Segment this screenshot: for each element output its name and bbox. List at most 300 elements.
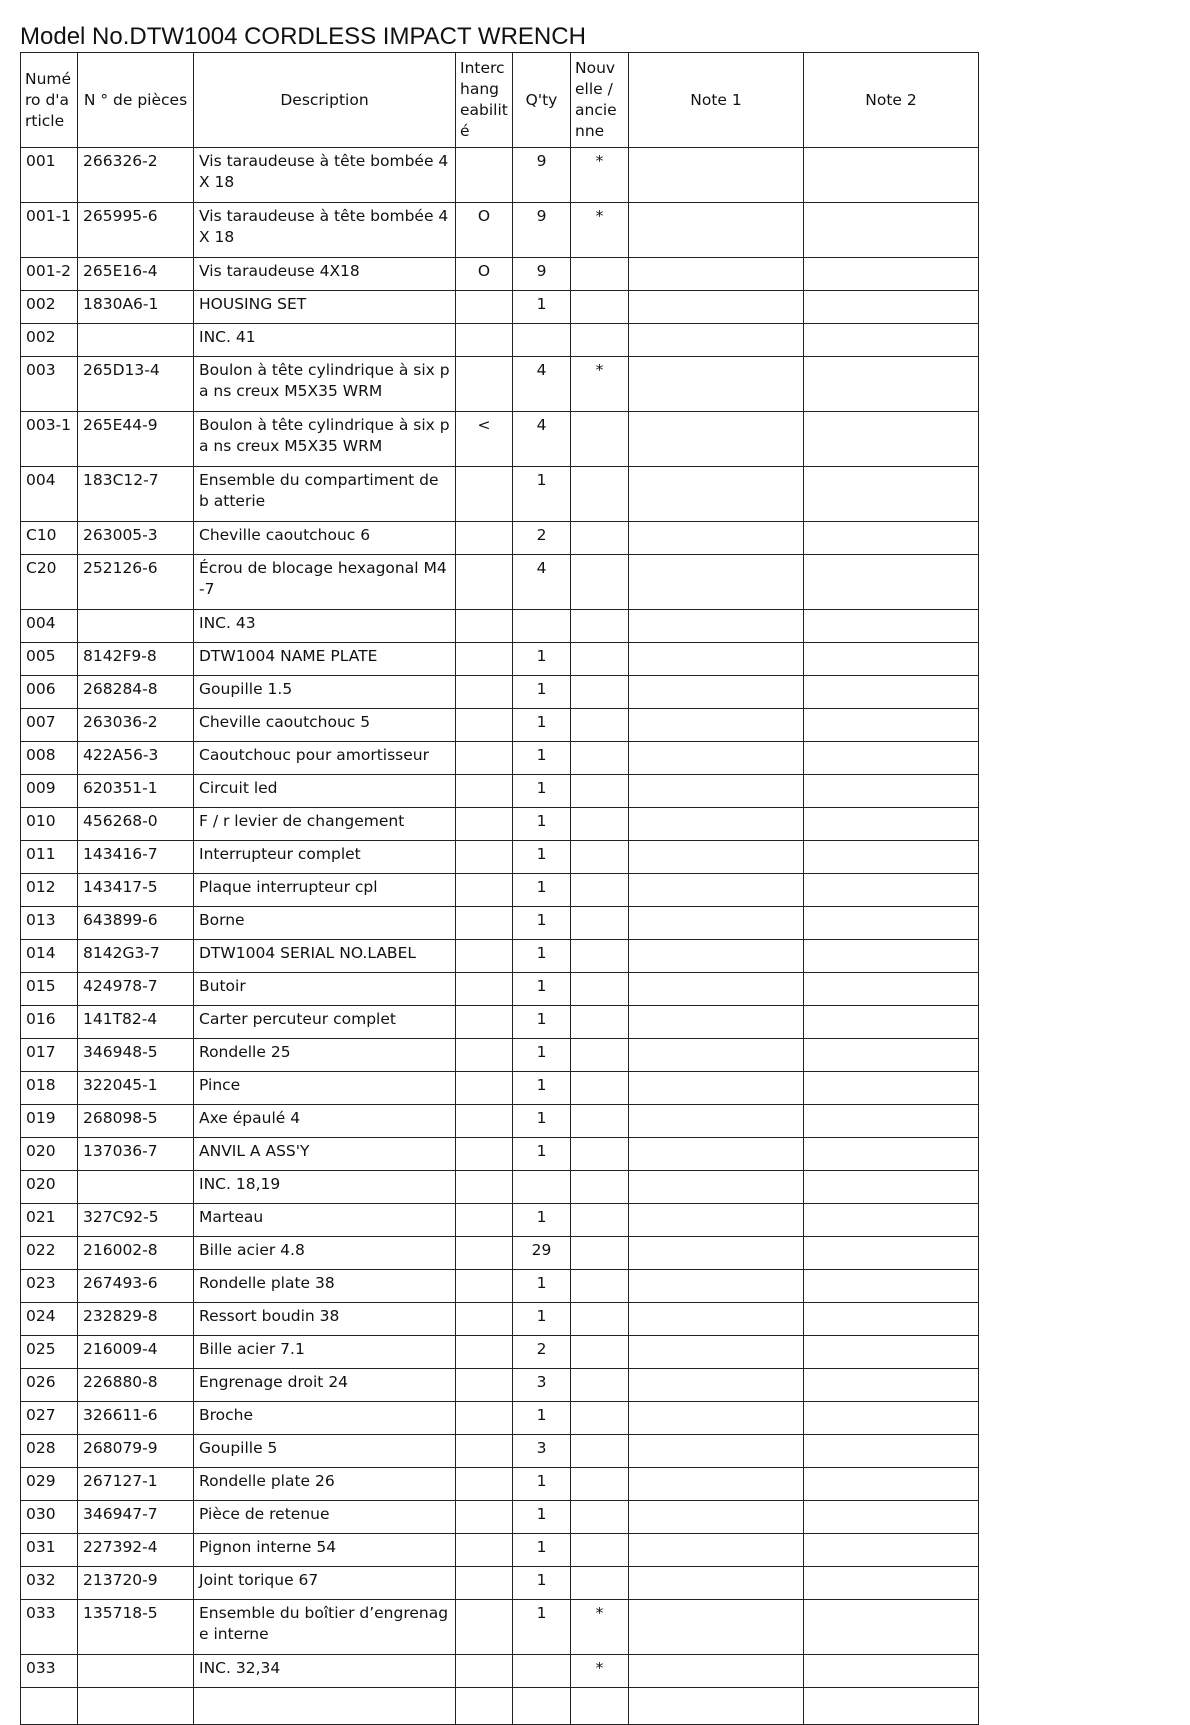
cell-part-number: 183C12-7 [78,467,194,522]
cell-part-number: 1830A6-1 [78,291,194,324]
cell-new-old [571,643,629,676]
table-row [21,643,979,676]
cell-note-1 [629,1039,804,1072]
cell-part-number: 326611-6 [78,1402,194,1435]
table-row [21,1534,979,1567]
cell-interchangeability [456,775,513,808]
table-row [21,148,979,203]
cell-description: Écrou de blocage hexagonal M4-7 [194,555,456,610]
cell-new-old [571,907,629,940]
cell-item-number: 003 [21,357,78,412]
cell-item-number: 001-2 [21,258,78,291]
cell-new-old [571,412,629,467]
cell-note-2 [804,1468,979,1501]
cell-item-number: 010 [21,808,78,841]
cell-item-number: 007 [21,709,78,742]
cell-interchangeability [456,1138,513,1171]
table-row [21,1468,979,1501]
header-note-1: Note 1 [629,53,804,148]
parts-table-body [21,148,979,1725]
cell-note-1 [629,203,804,258]
cell-new-old [571,1336,629,1369]
cell-note-1 [629,1270,804,1303]
cell-quantity: 1 [513,1072,571,1105]
cell-interchangeability [456,1006,513,1039]
cell-note-2 [804,643,979,676]
cell-part-number: 141T82-4 [78,1006,194,1039]
table-row [21,676,979,709]
table-row [21,522,979,555]
cell-quantity: 4 [513,357,571,412]
cell-part-number: 216009-4 [78,1336,194,1369]
cell-note-2 [804,841,979,874]
cell-item-number: 020 [21,1138,78,1171]
cell-item-number: 021 [21,1204,78,1237]
cell-quantity: 1 [513,841,571,874]
cell-part-number: 422A56-3 [78,742,194,775]
table-row [21,940,979,973]
cell-description: Cheville caoutchouc 5 [194,709,456,742]
table-row [21,1567,979,1600]
cell-note-2 [804,291,979,324]
cell-part-number: 216002-8 [78,1237,194,1270]
cell-item-number: 027 [21,1402,78,1435]
table-row [21,1435,979,1468]
cell-description: Bille acier 4.8 [194,1237,456,1270]
cell-new-old [571,1468,629,1501]
cell-new-old [571,973,629,1006]
cell-quantity: 29 [513,1237,571,1270]
cell-note-2 [804,1138,979,1171]
cell-item-number: 031 [21,1534,78,1567]
cell-new-old [571,555,629,610]
table-row [21,1369,979,1402]
cell-interchangeability [456,1534,513,1567]
table-row [21,1171,979,1204]
cell-new-old [571,1171,629,1204]
header-note-2: Note 2 [804,53,979,148]
cell-note-1 [629,324,804,357]
header-description: Description [194,53,456,148]
cell-description: INC. 18,19 [194,1171,456,1204]
cell-new-old [571,742,629,775]
cell-quantity: 2 [513,1336,571,1369]
cell-new-old [571,324,629,357]
table-row [21,203,979,258]
cell-note-1 [629,1534,804,1567]
cell-item-number: 018 [21,1072,78,1105]
cell-quantity: 1 [513,291,571,324]
cell-part-number: 268284-8 [78,676,194,709]
cell-note-2 [804,1072,979,1105]
cell-note-1 [629,1468,804,1501]
cell-new-old: * [571,1655,629,1688]
cell-interchangeability [456,1105,513,1138]
table-row [21,324,979,357]
cell-new-old [571,1534,629,1567]
cell-interchangeability [456,973,513,1006]
cell-description: Borne [194,907,456,940]
cell-new-old [571,1369,629,1402]
cell-interchangeability [456,1237,513,1270]
cell-description: Interrupteur complet [194,841,456,874]
cell-part-number: 263005-3 [78,522,194,555]
cell-quantity: 1 [513,1501,571,1534]
cell-note-2 [804,1600,979,1655]
cell-description: Goupille 1.5 [194,676,456,709]
cell-note-1 [629,742,804,775]
cell-description: Ressort boudin 38 [194,1303,456,1336]
cell-item-number: 008 [21,742,78,775]
cell-new-old [571,1006,629,1039]
cell-note-2 [804,258,979,291]
cell-note-1 [629,1006,804,1039]
cell-note-1 [629,874,804,907]
cell-new-old: * [571,357,629,412]
cell-note-2 [804,324,979,357]
cell-quantity: 1 [513,1303,571,1336]
cell-note-1 [629,973,804,1006]
cell-note-2 [804,1171,979,1204]
cell-note-2 [804,1435,979,1468]
cell-interchangeability [456,1402,513,1435]
cell-description: Butoir [194,973,456,1006]
cell-new-old [571,1688,629,1725]
cell-part-number: 267493-6 [78,1270,194,1303]
cell-interchangeability: O [456,203,513,258]
cell-quantity: 1 [513,1402,571,1435]
cell-part-number [78,1688,194,1725]
cell-quantity: 1 [513,775,571,808]
cell-item-number: 032 [21,1567,78,1600]
cell-quantity: 1 [513,467,571,522]
cell-note-1 [629,555,804,610]
cell-note-1 [629,1369,804,1402]
cell-item-number: 029 [21,1468,78,1501]
header-part-number: N ° de pièces [78,53,194,148]
cell-item-number: 016 [21,1006,78,1039]
cell-new-old [571,874,629,907]
cell-part-number: 8142G3-7 [78,940,194,973]
cell-note-2 [804,1006,979,1039]
cell-quantity: 1 [513,676,571,709]
cell-interchangeability [456,1468,513,1501]
cell-interchangeability [456,1567,513,1600]
cell-quantity: 1 [513,808,571,841]
cell-item-number: 023 [21,1270,78,1303]
cell-quantity: 1 [513,1204,571,1237]
cell-description: Circuit led [194,775,456,808]
cell-new-old: * [571,203,629,258]
cell-interchangeability [456,841,513,874]
cell-note-2 [804,148,979,203]
cell-part-number: 620351-1 [78,775,194,808]
cell-item-number: 004 [21,610,78,643]
cell-part-number [78,610,194,643]
cell-interchangeability [456,940,513,973]
cell-interchangeability [456,808,513,841]
cell-interchangeability [456,874,513,907]
cell-note-1 [629,357,804,412]
table-row [21,808,979,841]
table-row [21,973,979,1006]
cell-note-2 [804,1270,979,1303]
cell-interchangeability [456,907,513,940]
cell-interchangeability [456,1270,513,1303]
cell-description: Broche [194,1402,456,1435]
cell-part-number: 265D13-4 [78,357,194,412]
cell-item-number: 022 [21,1237,78,1270]
cell-note-1 [629,1105,804,1138]
cell-note-2 [804,1501,979,1534]
table-row [21,1204,979,1237]
cell-interchangeability [456,610,513,643]
cell-note-2 [804,522,979,555]
cell-note-2 [804,555,979,610]
cell-quantity: 1 [513,907,571,940]
cell-item-number: 011 [21,841,78,874]
cell-new-old [571,1270,629,1303]
cell-new-old [571,1237,629,1270]
cell-quantity: 1 [513,874,571,907]
cell-description: Pignon interne 54 [194,1534,456,1567]
cell-item-number: 014 [21,940,78,973]
cell-note-1 [629,940,804,973]
table-row [21,1336,979,1369]
cell-quantity: 1 [513,940,571,973]
cell-note-2 [804,203,979,258]
cell-item-number: 009 [21,775,78,808]
cell-quantity [513,610,571,643]
cell-new-old [571,258,629,291]
cell-interchangeability [456,1688,513,1725]
table-row [21,709,979,742]
cell-note-2 [804,357,979,412]
cell-part-number: 135718-5 [78,1600,194,1655]
cell-note-1 [629,1501,804,1534]
table-row [21,1006,979,1039]
cell-note-2 [804,1303,979,1336]
cell-interchangeability [456,676,513,709]
cell-new-old [571,1138,629,1171]
cell-note-1 [629,1303,804,1336]
cell-note-2 [804,1369,979,1402]
cell-new-old [571,1501,629,1534]
cell-description: Ensemble du boîtier d’engrenag e interne [194,1600,456,1655]
cell-item-number: 002 [21,291,78,324]
cell-note-1 [629,1237,804,1270]
cell-part-number: 263036-2 [78,709,194,742]
cell-note-2 [804,1688,979,1725]
cell-interchangeability [456,1039,513,1072]
cell-item-number: 005 [21,643,78,676]
cell-note-2 [804,1534,979,1567]
cell-interchangeability [456,1072,513,1105]
parts-table [20,52,979,1725]
cell-item-number: 001-1 [21,203,78,258]
cell-note-1 [629,1567,804,1600]
cell-quantity: 9 [513,203,571,258]
cell-interchangeability [456,742,513,775]
cell-interchangeability [456,1171,513,1204]
table-row [21,1501,979,1534]
cell-note-1 [629,258,804,291]
cell-interchangeability [456,1435,513,1468]
table-row [21,610,979,643]
cell-new-old [571,1039,629,1072]
cell-description: INC. 41 [194,324,456,357]
table-row [21,1303,979,1336]
cell-description: Caoutchouc pour amortisseur [194,742,456,775]
table-row [21,412,979,467]
cell-note-1 [629,1204,804,1237]
cell-part-number: 265E16-4 [78,258,194,291]
cell-interchangeability [456,555,513,610]
cell-note-2 [804,1039,979,1072]
cell-interchangeability [456,1600,513,1655]
cell-description: Bille acier 7.1 [194,1336,456,1369]
cell-item-number: 006 [21,676,78,709]
cell-quantity: 1 [513,1270,571,1303]
cell-description: Cheville caoutchouc 6 [194,522,456,555]
table-row [21,555,979,610]
table-row [21,1402,979,1435]
cell-quantity [513,1171,571,1204]
cell-part-number: 226880-8 [78,1369,194,1402]
cell-quantity: 3 [513,1435,571,1468]
cell-item-number: 026 [21,1369,78,1402]
parts-table-header [21,53,979,148]
cell-new-old [571,610,629,643]
cell-part-number: 268079-9 [78,1435,194,1468]
cell-description: Plaque interrupteur cpl [194,874,456,907]
cell-quantity: 1 [513,1567,571,1600]
header-quantity: Q'ty [513,53,571,148]
cell-note-2 [804,709,979,742]
table-row [21,1072,979,1105]
cell-interchangeability [456,291,513,324]
table-row [21,841,979,874]
cell-quantity: 1 [513,1138,571,1171]
cell-new-old [571,1204,629,1237]
cell-note-2 [804,907,979,940]
cell-description: Goupille 5 [194,1435,456,1468]
table-row [21,1138,979,1171]
cell-quantity: 1 [513,1600,571,1655]
cell-item-number: 015 [21,973,78,1006]
cell-item-number: 024 [21,1303,78,1336]
cell-quantity [513,1688,571,1725]
cell-part-number: 456268-0 [78,808,194,841]
cell-part-number [78,324,194,357]
cell-interchangeability: O [456,258,513,291]
cell-item-number: C20 [21,555,78,610]
cell-interchangeability [456,643,513,676]
table-row [21,258,979,291]
cell-description: INC. 43 [194,610,456,643]
cell-note-1 [629,1688,804,1725]
cell-item-number: 012 [21,874,78,907]
cell-new-old [571,522,629,555]
cell-description: Vis taraudeuse à tête bombée 4X 18 [194,148,456,203]
cell-part-number: 8142F9-8 [78,643,194,676]
cell-part-number: 265E44-9 [78,412,194,467]
cell-new-old: * [571,148,629,203]
cell-quantity: 1 [513,742,571,775]
table-row [21,775,979,808]
cell-interchangeability [456,148,513,203]
cell-quantity: 4 [513,412,571,467]
table-row [21,357,979,412]
cell-quantity: 3 [513,1369,571,1402]
cell-note-2 [804,676,979,709]
cell-interchangeability [456,1501,513,1534]
cell-part-number: 268098-5 [78,1105,194,1138]
table-row [21,1270,979,1303]
cell-note-1 [629,709,804,742]
cell-description: DTW1004 SERIAL NO.LABEL [194,940,456,973]
cell-note-1 [629,643,804,676]
cell-part-number: 227392-4 [78,1534,194,1567]
cell-note-2 [804,775,979,808]
cell-description: Marteau [194,1204,456,1237]
cell-description: Vis taraudeuse à tête bombée 4X 18 [194,203,456,258]
table-row [21,742,979,775]
cell-item-number: 033 [21,1655,78,1688]
cell-quantity: 1 [513,973,571,1006]
cell-part-number: 424978-7 [78,973,194,1006]
cell-new-old [571,1402,629,1435]
table-row [21,874,979,907]
cell-item-number: 033 [21,1600,78,1655]
cell-new-old [571,1567,629,1600]
cell-quantity: 1 [513,1468,571,1501]
cell-description: Vis taraudeuse 4X18 [194,258,456,291]
cell-note-1 [629,1336,804,1369]
cell-note-1 [629,291,804,324]
cell-quantity: 1 [513,1105,571,1138]
cell-description: Rondelle plate 26 [194,1468,456,1501]
cell-description: DTW1004 NAME PLATE [194,643,456,676]
cell-description: Rondelle 25 [194,1039,456,1072]
header-interchangeability: Interc hang eabilit é [456,53,513,148]
cell-item-number: C10 [21,522,78,555]
cell-note-2 [804,1237,979,1270]
cell-new-old [571,841,629,874]
table-row [21,1600,979,1655]
cell-note-1 [629,1171,804,1204]
cell-interchangeability [456,467,513,522]
cell-note-1 [629,522,804,555]
cell-description: Engrenage droit 24 [194,1369,456,1402]
cell-note-1 [629,467,804,522]
cell-note-1 [629,1600,804,1655]
cell-note-2 [804,742,979,775]
cell-new-old [571,1303,629,1336]
cell-note-1 [629,676,804,709]
cell-part-number: 267127-1 [78,1468,194,1501]
cell-description: Boulon à tête cylindrique à six pa ns creux M5X35 WRM [194,412,456,467]
cell-quantity: 9 [513,148,571,203]
cell-description: Pince [194,1072,456,1105]
table-row [21,467,979,522]
cell-description: Ensemble du compartiment de b atterie [194,467,456,522]
cell-note-1 [629,148,804,203]
cell-item-number: 017 [21,1039,78,1072]
cell-quantity: 1 [513,1534,571,1567]
header-new-old: Nouv elle / ancie nne [571,53,629,148]
table-row [21,1688,979,1725]
